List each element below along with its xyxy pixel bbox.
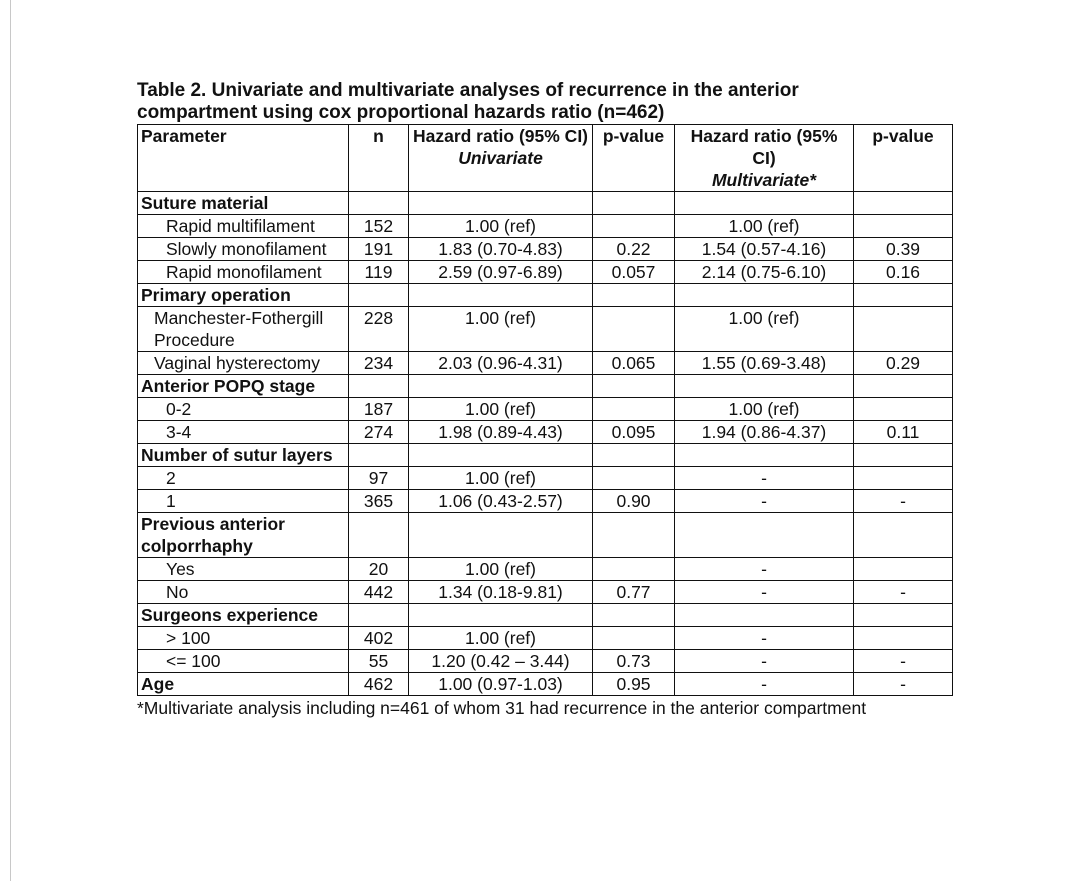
cell-parameter: > 100 xyxy=(138,627,349,650)
cell-parameter: No xyxy=(138,581,349,604)
cell-p-univariate: 0.095 xyxy=(593,421,675,444)
cell-p-multivariate: 0.39 xyxy=(854,238,953,261)
cell-hr-univariate: 1.00 (ref) xyxy=(409,398,593,421)
cell-p-multivariate: - xyxy=(854,650,953,673)
header-n: n xyxy=(349,125,409,192)
cell-parameter: Previous anterior colporrhaphy xyxy=(138,513,349,558)
cell-p-univariate xyxy=(593,398,675,421)
cell-parameter: Slowly monofilament xyxy=(138,238,349,261)
cell-hr-multivariate: 1.94 (0.86-4.37) xyxy=(675,421,854,444)
cell-parameter: Age xyxy=(138,673,349,696)
table-row xyxy=(138,215,953,238)
cell-hr-multivariate: 2.14 (0.75-6.10) xyxy=(675,261,854,284)
cell-p-univariate xyxy=(593,284,675,307)
document xyxy=(137,80,957,719)
cell-p-univariate xyxy=(593,467,675,490)
cell-n: 152 xyxy=(349,215,409,238)
results-table xyxy=(137,124,953,696)
header-hr-univariate xyxy=(409,125,593,192)
cell-n xyxy=(349,604,409,627)
cell-hr-multivariate: - xyxy=(675,673,854,696)
header-hr-multivariate-label: Hazard ratio (95% CI) xyxy=(690,126,838,168)
cell-p-multivariate xyxy=(854,444,953,467)
header-hr-multivariate xyxy=(675,125,854,192)
page-edge-line xyxy=(10,0,11,881)
cell-hr-univariate xyxy=(409,192,593,215)
table-row xyxy=(138,307,953,352)
cell-p-univariate xyxy=(593,375,675,398)
cell-hr-multivariate: - xyxy=(675,558,854,581)
cell-hr-univariate: 1.00 (ref) xyxy=(409,467,593,490)
cell-n: 55 xyxy=(349,650,409,673)
cell-parameter: Anterior POPQ stage xyxy=(138,375,349,398)
cell-p-univariate xyxy=(593,513,675,558)
cell-n: 119 xyxy=(349,261,409,284)
table-section-row xyxy=(138,192,953,215)
cell-hr-multivariate: - xyxy=(675,467,854,490)
cell-p-multivariate xyxy=(854,375,953,398)
table-row xyxy=(138,673,953,696)
table-row xyxy=(138,261,953,284)
cell-p-univariate: 0.22 xyxy=(593,238,675,261)
table-row xyxy=(138,581,953,604)
cell-parameter: 3-4 xyxy=(138,421,349,444)
cell-n: 234 xyxy=(349,352,409,375)
cell-hr-univariate: 1.34 (0.18-9.81) xyxy=(409,581,593,604)
cell-p-univariate xyxy=(593,604,675,627)
cell-p-univariate xyxy=(593,558,675,581)
cell-p-multivariate xyxy=(854,192,953,215)
cell-hr-multivariate xyxy=(675,604,854,627)
table-row xyxy=(138,352,953,375)
cell-hr-univariate: 1.83 (0.70-4.83) xyxy=(409,238,593,261)
cell-hr-multivariate xyxy=(675,284,854,307)
cell-p-multivariate: 0.29 xyxy=(854,352,953,375)
cell-hr-multivariate: - xyxy=(675,650,854,673)
table-title xyxy=(137,80,917,124)
cell-hr-univariate: 1.00 (0.97-1.03) xyxy=(409,673,593,696)
cell-p-multivariate: 0.11 xyxy=(854,421,953,444)
table-row xyxy=(138,467,953,490)
cell-p-multivariate xyxy=(854,284,953,307)
cell-p-univariate xyxy=(593,192,675,215)
cell-n xyxy=(349,444,409,467)
cell-parameter: Rapid monofilament xyxy=(138,261,349,284)
header-hr-univariate-label: Hazard ratio (95% CI) xyxy=(412,126,589,146)
table-row xyxy=(138,398,953,421)
cell-hr-univariate: 1.00 (ref) xyxy=(409,215,593,238)
cell-p-multivariate xyxy=(854,558,953,581)
cell-n: 20 xyxy=(349,558,409,581)
cell-parameter: Yes xyxy=(138,558,349,581)
cell-parameter: Surgeons experience xyxy=(138,604,349,627)
cell-parameter: <= 100 xyxy=(138,650,349,673)
table-body xyxy=(138,192,953,696)
table-row xyxy=(138,627,953,650)
cell-hr-multivariate: 1.00 (ref) xyxy=(675,215,854,238)
header-p-univariate: p-value xyxy=(593,125,675,192)
header-parameter: Parameter xyxy=(138,125,349,192)
cell-hr-multivariate: 1.00 (ref) xyxy=(675,398,854,421)
table-row xyxy=(138,238,953,261)
cell-p-multivariate xyxy=(854,215,953,238)
cell-hr-multivariate: - xyxy=(675,490,854,513)
cell-parameter: Number of sutur layers xyxy=(138,444,349,467)
cell-p-multivariate: - xyxy=(854,673,953,696)
cell-hr-multivariate xyxy=(675,375,854,398)
cell-p-multivariate xyxy=(854,307,953,352)
cell-parameter: Primary operation xyxy=(138,284,349,307)
cell-n xyxy=(349,192,409,215)
cell-p-univariate: 0.90 xyxy=(593,490,675,513)
cell-n xyxy=(349,284,409,307)
cell-parameter: Manchester-Fothergill Procedure xyxy=(138,307,349,352)
cell-n xyxy=(349,513,409,558)
cell-hr-multivariate: - xyxy=(675,627,854,650)
cell-n: 228 xyxy=(349,307,409,352)
cell-n xyxy=(349,375,409,398)
cell-hr-univariate: 1.98 (0.89-4.43) xyxy=(409,421,593,444)
cell-p-univariate xyxy=(593,444,675,467)
cell-p-multivariate: - xyxy=(854,490,953,513)
table-row xyxy=(138,650,953,673)
table-section-row xyxy=(138,604,953,627)
cell-hr-multivariate: 1.54 (0.57-4.16) xyxy=(675,238,854,261)
table-section-row xyxy=(138,513,953,558)
cell-p-univariate: 0.95 xyxy=(593,673,675,696)
cell-p-univariate xyxy=(593,627,675,650)
cell-hr-multivariate xyxy=(675,513,854,558)
cell-p-multivariate xyxy=(854,398,953,421)
cell-hr-univariate: 1.00 (ref) xyxy=(409,558,593,581)
cell-hr-univariate xyxy=(409,375,593,398)
cell-p-univariate xyxy=(593,215,675,238)
table-title-line-1: Table 2. Univariate and multivariate analyses of recurrence in the anterior xyxy=(137,80,799,101)
cell-parameter: 2 xyxy=(138,467,349,490)
cell-p-univariate: 0.065 xyxy=(593,352,675,375)
cell-parameter: Rapid multifilament xyxy=(138,215,349,238)
cell-hr-univariate xyxy=(409,444,593,467)
cell-hr-multivariate: 1.55 (0.69-3.48) xyxy=(675,352,854,375)
cell-hr-univariate xyxy=(409,284,593,307)
header-p-multivariate: p-value xyxy=(854,125,953,192)
cell-p-univariate xyxy=(593,307,675,352)
table-row xyxy=(138,558,953,581)
table-footnote: *Multivariate analysis including n=461 of whom 31 had recurrence in the anterior compartment xyxy=(137,698,867,718)
cell-hr-univariate: 1.20 (0.42 – 3.44) xyxy=(409,650,593,673)
table-row xyxy=(138,421,953,444)
cell-hr-univariate: 2.03 (0.96-4.31) xyxy=(409,352,593,375)
cell-hr-multivariate xyxy=(675,444,854,467)
cell-hr-univariate: 1.00 (ref) xyxy=(409,307,593,352)
cell-n: 97 xyxy=(349,467,409,490)
cell-n: 274 xyxy=(349,421,409,444)
header-multivariate-subtitle: Multivariate* xyxy=(711,170,817,190)
cell-p-univariate: 0.73 xyxy=(593,650,675,673)
cell-p-multivariate xyxy=(854,467,953,490)
cell-hr-multivariate: - xyxy=(675,581,854,604)
cell-p-multivariate xyxy=(854,604,953,627)
cell-parameter: 1 xyxy=(138,490,349,513)
cell-p-univariate: 0.77 xyxy=(593,581,675,604)
cell-hr-multivariate: 1.00 (ref) xyxy=(675,307,854,352)
cell-n: 365 xyxy=(349,490,409,513)
cell-hr-univariate xyxy=(409,513,593,558)
table-section-row xyxy=(138,375,953,398)
cell-parameter: Suture material xyxy=(138,192,349,215)
cell-n: 402 xyxy=(349,627,409,650)
header-univariate-subtitle: Univariate xyxy=(458,148,543,168)
cell-parameter: Vaginal hysterectomy xyxy=(138,352,349,375)
cell-parameter: 0-2 xyxy=(138,398,349,421)
table-section-row xyxy=(138,284,953,307)
cell-p-univariate: 0.057 xyxy=(593,261,675,284)
cell-hr-univariate xyxy=(409,604,593,627)
table-header-row xyxy=(138,125,953,192)
cell-p-multivariate: - xyxy=(854,581,953,604)
cell-p-multivariate xyxy=(854,513,953,558)
table-section-row xyxy=(138,444,953,467)
cell-p-multivariate: 0.16 xyxy=(854,261,953,284)
cell-hr-univariate: 1.00 (ref) xyxy=(409,627,593,650)
table-row xyxy=(138,490,953,513)
cell-n: 442 xyxy=(349,581,409,604)
cell-n: 187 xyxy=(349,398,409,421)
cell-n: 462 xyxy=(349,673,409,696)
cell-n: 191 xyxy=(349,238,409,261)
cell-p-multivariate xyxy=(854,627,953,650)
cell-hr-multivariate xyxy=(675,192,854,215)
cell-hr-univariate: 2.59 (0.97-6.89) xyxy=(409,261,593,284)
cell-hr-univariate: 1.06 (0.43-2.57) xyxy=(409,490,593,513)
table-title-line-2: compartment using cox proportional hazards ratio (n=462) xyxy=(137,102,665,123)
